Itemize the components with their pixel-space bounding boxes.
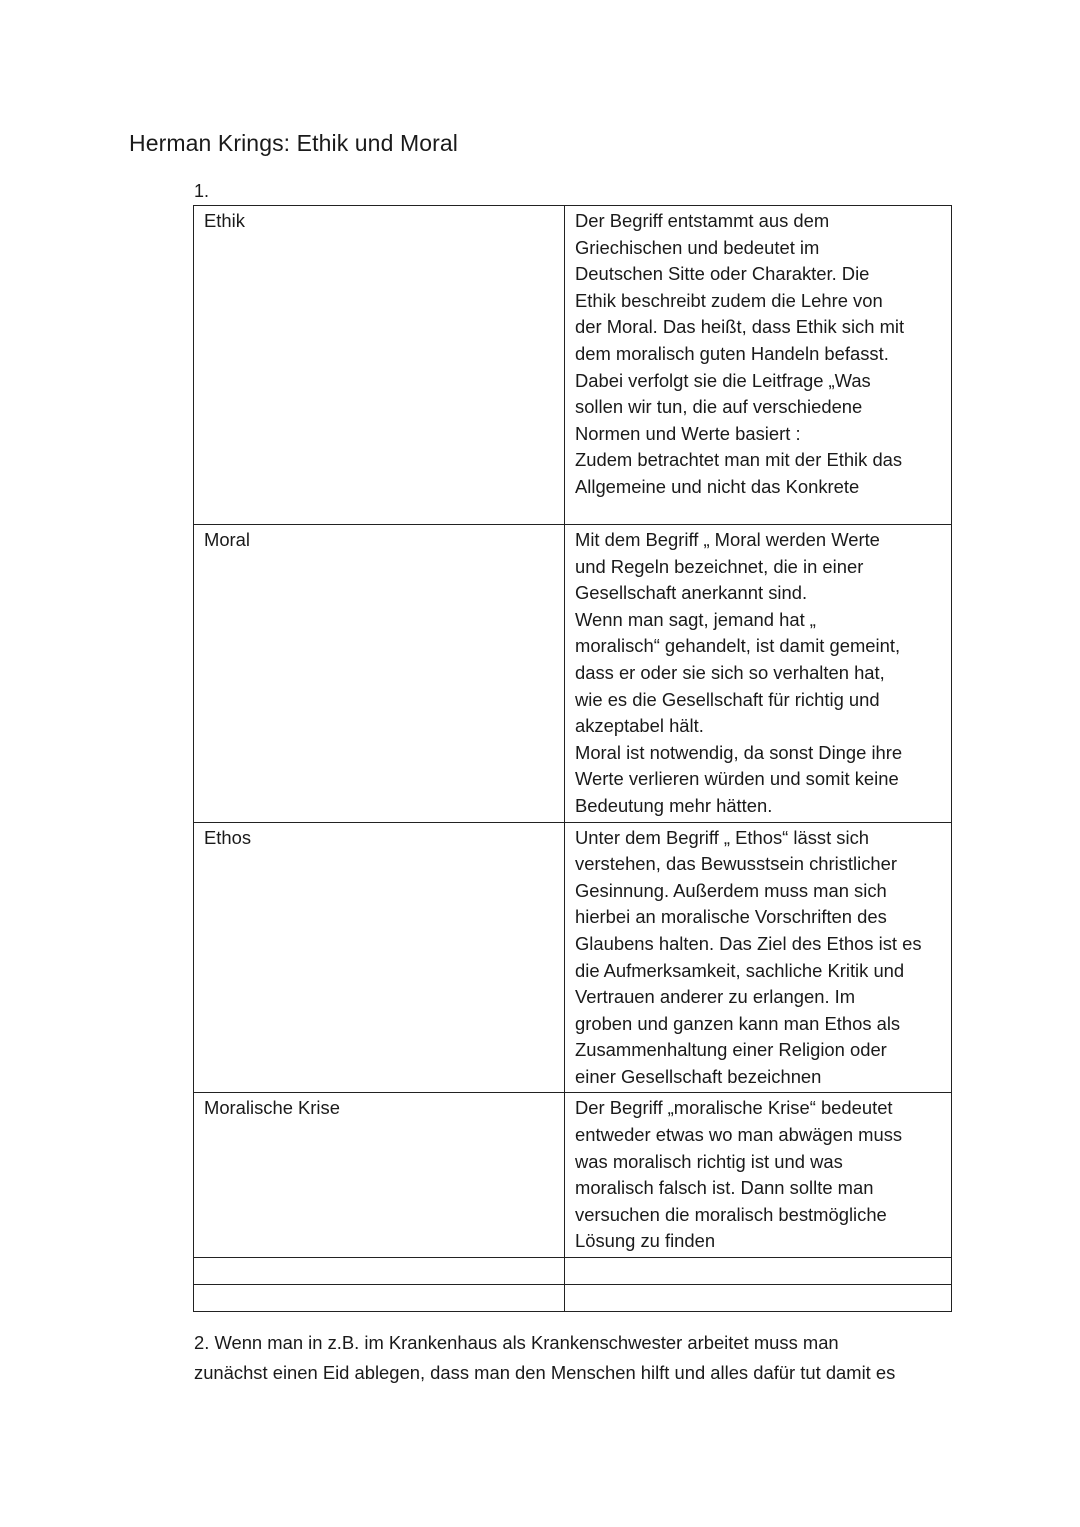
table-row xyxy=(194,525,952,823)
empty-table-row xyxy=(194,1258,952,1285)
definition-cell xyxy=(565,1285,952,1312)
term-cell: Moralische Krise xyxy=(194,1093,565,1258)
definition-text: Der Begriff entstammt aus dem Griechischen und bedeutet im Deutschen Sitte oder Charakter. Die Ethik beschreibt zudem die Lehre von der Moral. Das heißt, dass Ethik sich mit dem moralisch guten Handeln befasst. Dabei verfolgt sie die Leitfrage „Was sollen wir tun, die auf verschiedene Normen und Werte basiert : Zudem betrachtet man mit der Ethik das Allgemeine und nicht das Konkrete xyxy=(575,210,905,497)
empty-table-row xyxy=(194,1285,952,1312)
definition-cell xyxy=(565,525,952,823)
term-cell: Ethos xyxy=(194,822,565,1093)
term-cell: Ethik xyxy=(194,206,565,525)
term-cell xyxy=(194,1285,565,1312)
table-row xyxy=(194,1093,952,1258)
definition-text: Unter dem Begriff „ Ethos“ lässt sich verstehen, das Bewusstsein christlicher Gesinnung. Außerdem muss man sich hierbei an moralische Vorschriften des Glaubens halten. Das Ziel des Ethos ist es die Aufmerksamkeit, sachliche Kritik und Vertrauen anderer zu erlangen. Im groben und ganzen kann man Ethos als Zusammenhaltung einer Religion oder einer Gesellschaft bezeichnen xyxy=(575,826,922,1087)
definition-cell xyxy=(565,1258,952,1285)
table-row xyxy=(194,822,952,1093)
definition-text: Mit dem Begriff „ Moral werden Werte und Regeln bezeichnet, die in einer Gesellschaft anerkannt sind. Wenn man sagt, jemand hat „ moralisch“ gehandelt, ist damit gemeint, dass er oder sie sich so verhalten hat, wie es die Gesellschaft für richtig und akzeptabel hält. Moral ist notwendig, da sonst Dinge ihre Werte verlieren würden und somit keine Bedeutung mehr hätten. xyxy=(575,529,903,816)
task-two-paragraph: 2. Wenn man in z.B. im Krankenhaus als Krankenschwester arbeitet muss man zunächst einen Eid ablegen, dass man den Menschen hilft und alles dafür tut damit es xyxy=(194,1332,896,1383)
page-title: Herman Krings: Ethik und Moral xyxy=(129,130,458,156)
definition-cell xyxy=(565,1093,952,1258)
definition-cell xyxy=(565,206,952,525)
definition-cell xyxy=(565,822,952,1093)
term-cell xyxy=(194,1258,565,1285)
definition-text: Der Begriff „moralische Krise“ bedeutet entweder etwas wo man abwägen muss was moralisch richtig ist und was moralisch falsch ist. Dann sollte man versuchen die moralisch bestmögliche Lösung zu finden xyxy=(575,1097,903,1252)
term-cell: Moral xyxy=(194,525,565,823)
task-one-number: 1. xyxy=(194,181,210,201)
table-row xyxy=(194,206,952,525)
definitions-table xyxy=(193,205,952,1312)
